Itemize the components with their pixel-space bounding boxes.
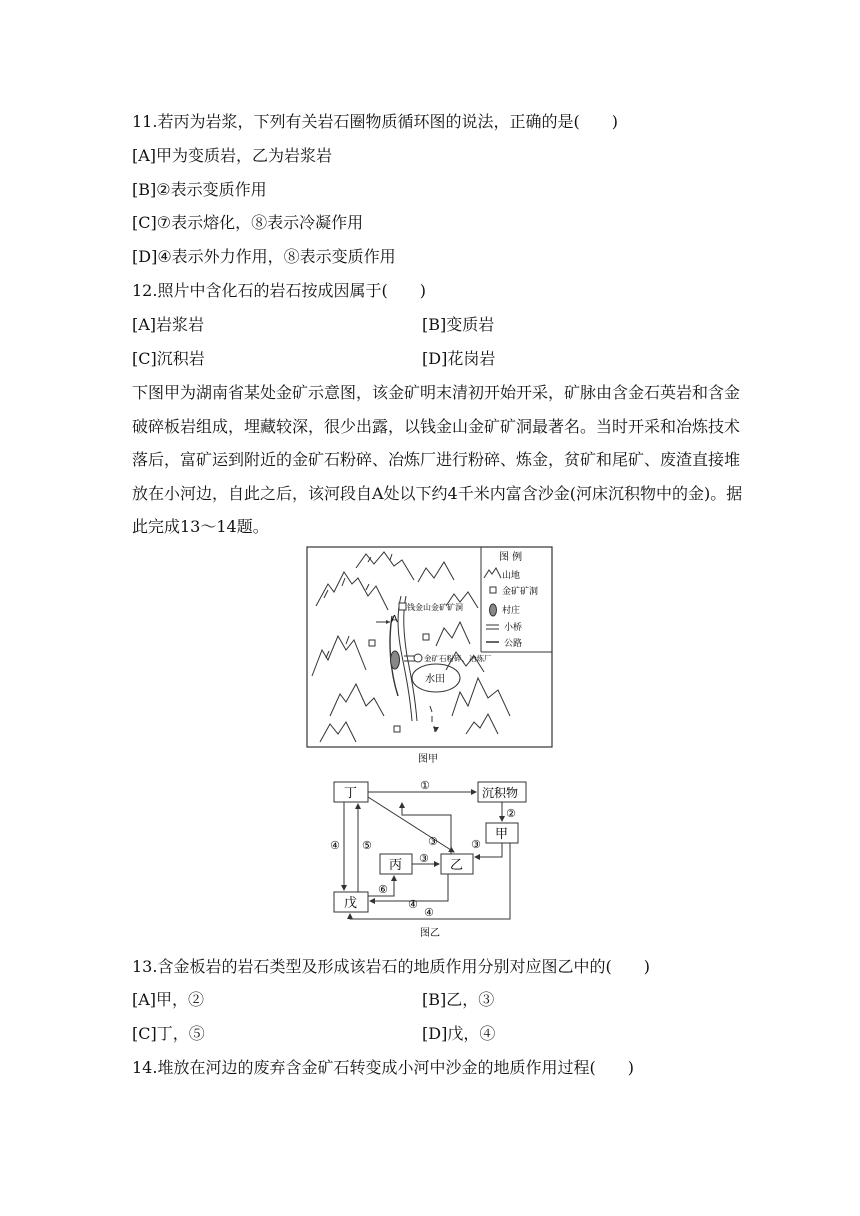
mine-label: 钱金山金矿矿洞	[407, 603, 463, 612]
question-13-stem: 13.含金板岩的岩石类型及形成该岩石的地质作用分别对应图乙中的( )	[132, 957, 650, 976]
svg-text:③: ③	[471, 838, 481, 851]
question-11-option-a: [A]甲为变质岩，乙为岩浆岩	[132, 146, 333, 165]
svg-text:④: ④	[330, 839, 340, 852]
mine-entrance-icon	[399, 603, 406, 610]
factory-label: 金矿石粉碎、冶炼厂	[424, 654, 492, 663]
legend-village: 村庄	[502, 606, 521, 616]
legend-bridge: 小桥	[504, 623, 523, 633]
svg-text:①: ①	[420, 779, 430, 792]
field-label: 水田	[425, 674, 445, 685]
question-13-option-d: [D]戊，④	[422, 1024, 496, 1043]
legend-road: 公路	[504, 639, 523, 649]
svg-text:乙: 乙	[450, 858, 464, 873]
svg-text:丙: 丙	[389, 858, 403, 873]
svg-text:甲: 甲	[495, 827, 509, 842]
svg-text:戊: 戊	[344, 896, 358, 911]
svg-text:②: ②	[506, 807, 516, 820]
legend-mine: 金矿矿洞	[502, 587, 539, 597]
passage-text: 下图甲为湖南省某处金矿示意图，该金矿明末清初开始开采，矿脉由含金石英岩和含金破碎板岩组成，埋藏较深，很少出露，以钱金山金矿矿洞最著名。当时开采和冶炼技术落后，富矿运到附近的金矿石粉碎、冶炼厂进行粉碎、炼金，贫矿和尾矿、废渣直接堆放在小河边，自此之后，该河段自A处以下约4千米内富含沙金(河床沉积物中的金)。据此完成13～14题。	[132, 383, 743, 536]
svg-text:⑤: ⑤	[362, 839, 372, 852]
svg-text:沉积物: 沉积物	[482, 786, 519, 800]
question-12-option-b: [B]变质岩	[422, 315, 495, 334]
map-caption: 图甲	[418, 754, 438, 765]
figure-map	[306, 546, 554, 768]
svg-text:⑥: ⑥	[378, 883, 388, 896]
legend-mountain: 山地	[502, 571, 521, 581]
question-12-option-a: [A]岩浆岩	[132, 315, 205, 334]
question-13-option-c: [C]丁，⑤	[132, 1024, 205, 1043]
question-14-stem: 14.堆放在河边的废弃含金矿石转变成小河中沙金的地质作用过程( )	[132, 1058, 634, 1077]
svg-text:③: ③	[419, 852, 429, 865]
question-11-option-c: [C]⑦表示熔化，⑧表示冷凝作用	[132, 213, 364, 232]
question-11-option-b: [B]②表示变质作用	[132, 180, 267, 199]
svg-text:④: ④	[408, 898, 418, 911]
village-legend-icon	[490, 604, 497, 616]
cycle-caption: 图乙	[420, 928, 440, 939]
svg-text:③: ③	[428, 835, 438, 848]
question-11-stem: 11.若丙为岩浆，下列有关岩石圈物质循环图的说法，正确的是( )	[132, 112, 618, 131]
point-a-label: A	[391, 614, 398, 625]
svg-text:④: ④	[424, 906, 434, 919]
figure-rock-cycle	[326, 775, 536, 940]
village-icon	[391, 651, 400, 669]
question-11-option-d: [D]④表示外力作用，⑧表示变质作用	[132, 247, 396, 266]
factory-icon	[414, 654, 422, 662]
question-13-option-b: [B]乙，③	[422, 990, 495, 1009]
question-12-option-d: [D]花岗岩	[422, 349, 496, 368]
question-12-stem: 12.照片中含化石的岩石按成因属于( )	[132, 281, 426, 300]
legend-title: 图 例	[499, 552, 523, 563]
question-12-option-c: [C]沉积岩	[132, 349, 205, 368]
question-13-option-a: [A]甲，②	[132, 990, 205, 1009]
svg-text:丁: 丁	[344, 786, 358, 801]
